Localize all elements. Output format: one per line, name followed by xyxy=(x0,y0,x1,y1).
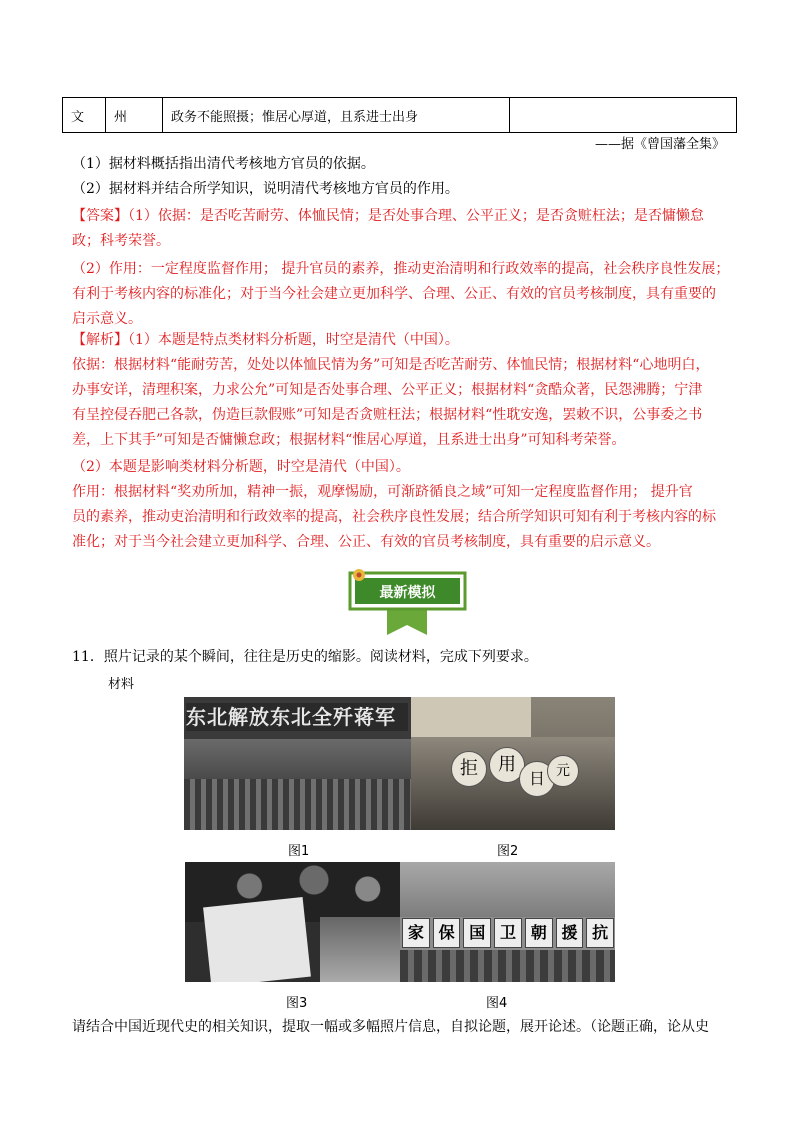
analysis-line: 差，上下其手”可知是否慵懒怠政；根据材料“惟居心厚道，且系进士出身”可知科考荣誉。 xyxy=(72,432,626,448)
table-cell xyxy=(510,98,737,133)
caption-4: 图4 xyxy=(486,996,508,1011)
photo-1 xyxy=(184,697,411,830)
caption-1: 图1 xyxy=(288,844,310,859)
table-row xyxy=(63,98,737,133)
analysis-line: 准化；对于当今社会建立更加科学、合理、公正、有效的官员考核制度，具有重要的启示意义。 xyxy=(72,534,660,550)
analysis-line: 依据：根据材料“能耐劳苦，处处以体恤民情为务”可知是否吃苦耐劳、体恤民情；根据材料“心地明白， xyxy=(72,357,710,373)
section-banner xyxy=(345,567,470,637)
analysis-line: （2）本题是影响类材料分析题，时空是清代（中国）。 xyxy=(72,459,410,475)
sign-2: 用 xyxy=(489,747,525,783)
analysis-line: 员的素养，推动吏治清明和行政效率的提高，社会秩序良性发展；结合所学知识可知有利于考核内容的标 xyxy=(72,509,716,525)
placard: 援 xyxy=(556,918,584,948)
sign-3: 日 xyxy=(519,761,555,797)
banner-label: 最新模拟 xyxy=(379,585,436,601)
caption-2: 图2 xyxy=(497,844,519,859)
answer-line: （2）作用：一定程度监督作用； 提升官员的素养，推动吏治清明和行政效率的提高，社会秩序良性发展； xyxy=(72,261,730,277)
analysis-line: 办事安详，清理积案，力求公允”可知是否处事合理、公平正义；根据材料“贪酷众著，民怨沸腾；宁津 xyxy=(72,382,703,398)
analysis-line: 有呈控侵吞肥己各款，伪造巨款假账”可知是否贪赃枉法；根据材料“性耽安逸，罢敕不识，公事委之书 xyxy=(72,407,703,423)
placard: 国 xyxy=(463,918,491,948)
analysis-line: 作用：根据材料“奖劝所加，精神一振，观摩惕励，可渐跻循良之域”可知一定程度监督作用； 提升官 xyxy=(72,484,693,500)
placard: 保 xyxy=(433,918,461,948)
question-11: 11．照片记录的某个瞬间，往往是历史的缩影。阅读材料，完成下列要求。 xyxy=(72,649,538,665)
placard: 家 xyxy=(402,918,430,948)
placard: 卫 xyxy=(494,918,522,948)
material-label: 材料 xyxy=(108,677,135,692)
caption-3: 图3 xyxy=(286,996,308,1011)
table-cell: 州 xyxy=(106,98,163,133)
table-cell: 文 xyxy=(63,98,106,133)
analysis-line: 【解析】（1）本题是特点类材料分析题，时空是清代（中国）。 xyxy=(72,332,459,348)
photo-1-banner-text: 东北解放东北全歼蒋军 xyxy=(186,703,408,731)
answer-line: 有利于考核内容的标准化；对于当今社会建立更加科学、合理、公正、有效的官员考核制度，具有重要的 xyxy=(72,286,716,302)
answer-line: 政；科考荣誉。 xyxy=(72,233,170,249)
placard: 朝 xyxy=(525,918,553,948)
placard: 抗 xyxy=(586,918,614,948)
newspaper xyxy=(203,897,311,982)
photo-4 xyxy=(400,862,615,982)
answer-line: 【答案】（1）依据：是否吃苦耐劳、体恤民情；是否处事合理、公平正义；是否贪赃枉法；是否慵懒怠 xyxy=(72,208,704,224)
question-1: （1）据材料概括指出清代考核地方官员的依据。 xyxy=(72,156,375,172)
question-2: （2）据材料并结合所学知识，说明清代考核地方官员的作用。 xyxy=(72,181,459,197)
source-citation: ——据《曾国藩全集》 xyxy=(594,137,725,152)
sign-4: 元 xyxy=(547,755,579,787)
sign-1: 拒 xyxy=(451,751,487,787)
photo-2 xyxy=(411,697,615,830)
instruction-line: 请结合中国近现代史的相关知识，提取一幅或多幅照片信息，自拟论题，展开论述。（论题正确，论从史 xyxy=(72,1019,709,1035)
criteria-table xyxy=(62,97,737,133)
photo-3 xyxy=(185,862,400,982)
placard-row xyxy=(402,918,614,948)
answer-line: 启示意义。 xyxy=(72,311,142,327)
table-cell: 政务不能照摄；惟居心厚道，且系进士出身 xyxy=(163,98,510,133)
